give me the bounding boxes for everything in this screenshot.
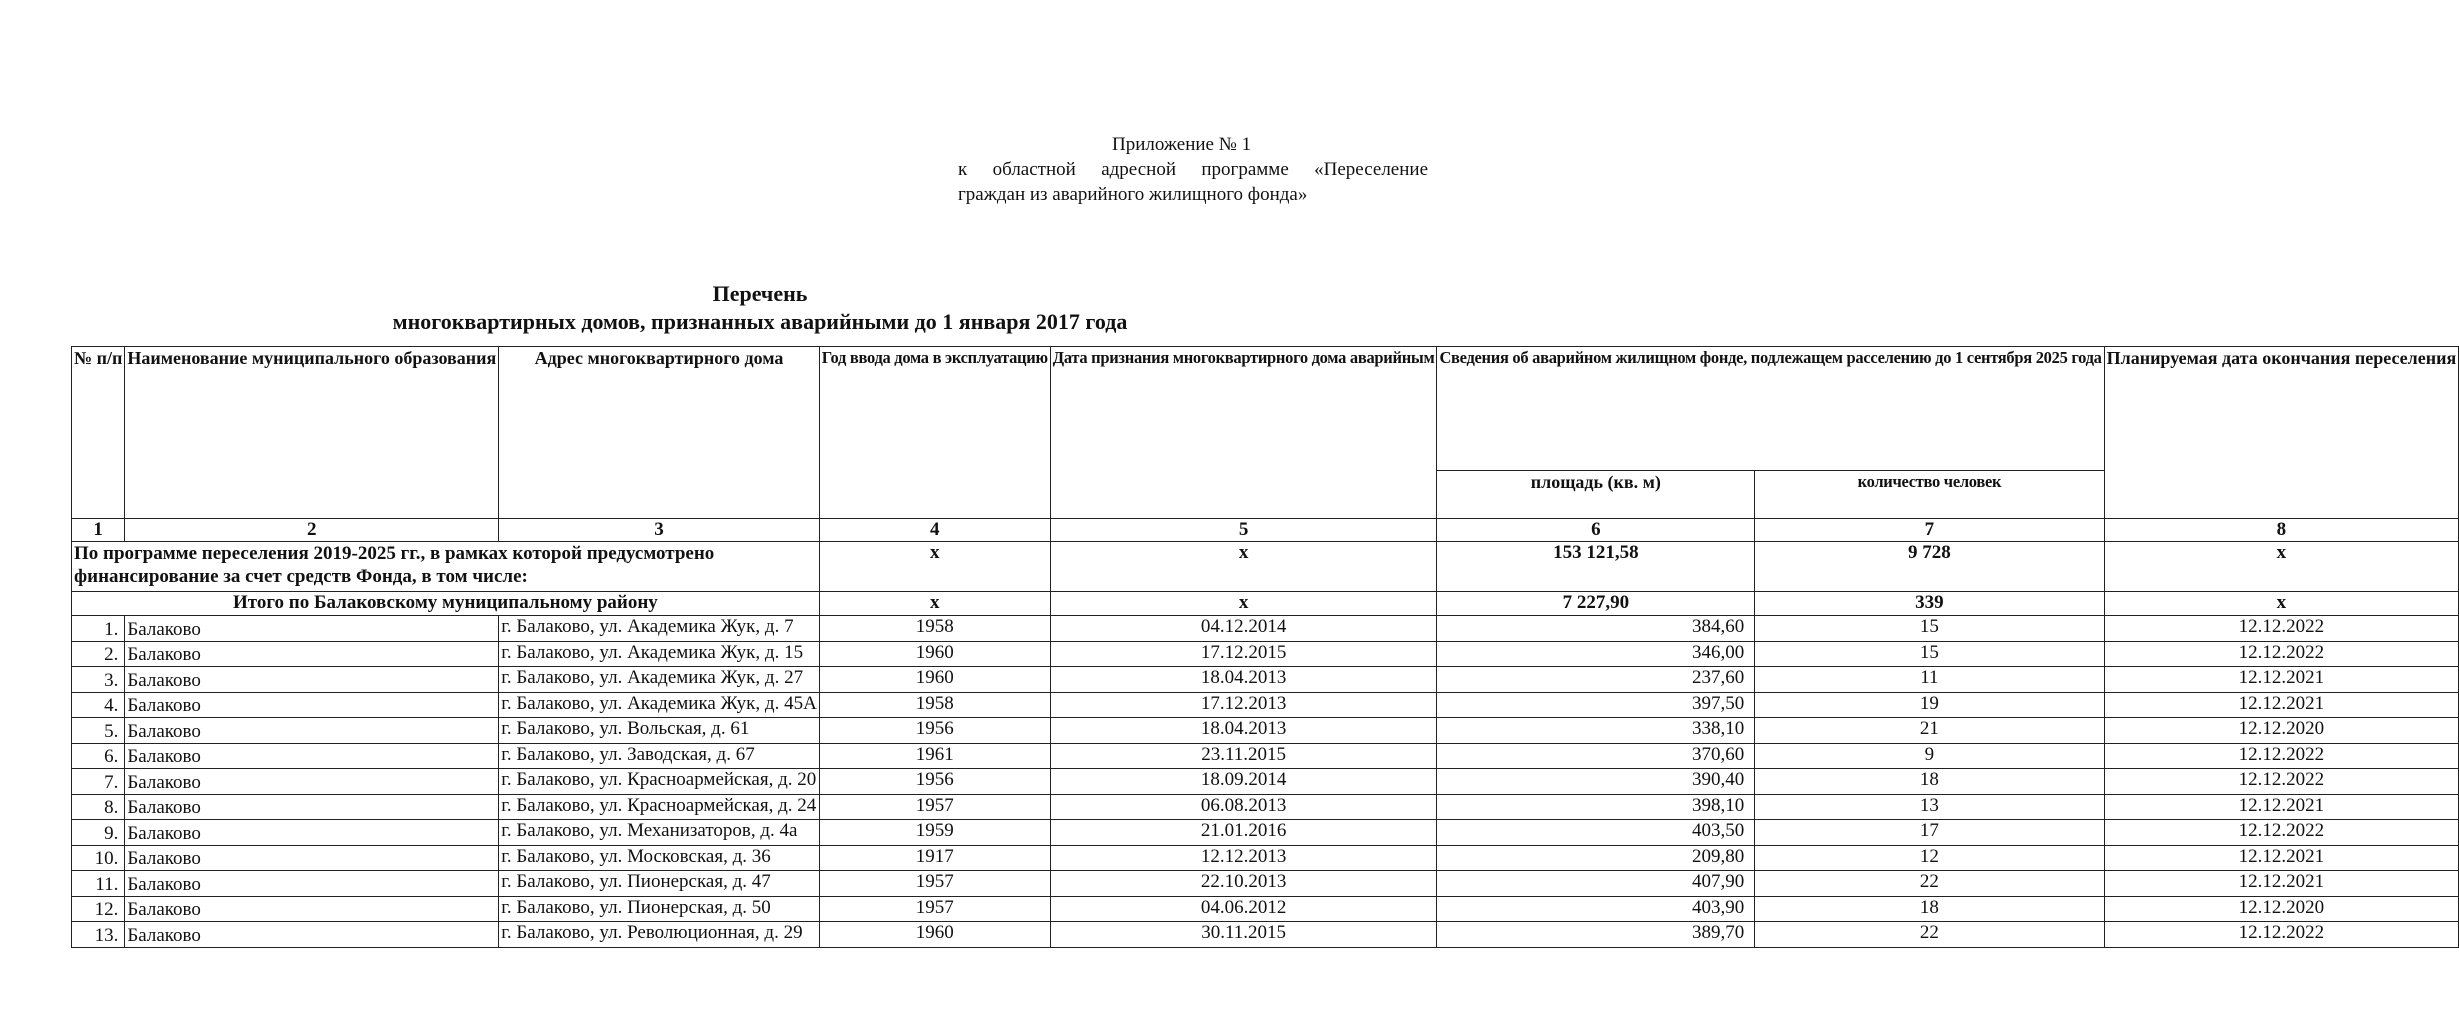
appendix-line-2: к областной адресной программе «Переселение bbox=[958, 159, 1428, 180]
row-year: 1958 bbox=[819, 692, 1050, 718]
header-planned-date: Планируемая дата окончания переселения bbox=[2104, 347, 2459, 519]
header-row bbox=[72, 347, 2459, 471]
row-municipality: Балаково bbox=[125, 743, 499, 769]
row-people: 13 bbox=[1755, 794, 2104, 820]
row-area: 384,60 bbox=[1437, 616, 1755, 642]
row-date-recognized: 06.08.2013 bbox=[1050, 794, 1437, 820]
row-address: г. Балаково, ул. Московская, д. 36 bbox=[499, 845, 820, 871]
row-year: 1957 bbox=[819, 896, 1050, 922]
row-area: 403,50 bbox=[1437, 820, 1755, 846]
row-area: 398,10 bbox=[1437, 794, 1755, 820]
row-number: 1. bbox=[72, 616, 125, 642]
row-date-recognized: 12.12.2013 bbox=[1050, 845, 1437, 871]
row-municipality: Балаково bbox=[125, 845, 499, 871]
header-year: Год ввода дома в эксплуатацию bbox=[819, 347, 1050, 519]
row-area: 338,10 bbox=[1437, 718, 1755, 744]
header-address: Адрес многоквартирного дома bbox=[499, 347, 820, 519]
row-people: 15 bbox=[1755, 616, 2104, 642]
total-year: х bbox=[819, 592, 1050, 616]
row-year: 1960 bbox=[819, 667, 1050, 693]
program-area: 153 121,58 bbox=[1437, 542, 1755, 592]
total-area: 7 227,90 bbox=[1437, 592, 1755, 616]
header-num: № п/п bbox=[72, 347, 125, 519]
row-people: 12 bbox=[1755, 845, 2104, 871]
row-date-recognized: 18.04.2013 bbox=[1050, 667, 1437, 693]
row-date-recognized: 23.11.2015 bbox=[1050, 743, 1437, 769]
row-number: 3. bbox=[72, 667, 125, 693]
row-people: 19 bbox=[1755, 692, 2104, 718]
row-address: г. Балаково, ул. Красноармейская, д. 24 bbox=[499, 794, 820, 820]
row-people: 22 bbox=[1755, 922, 2104, 948]
row-year: 1917 bbox=[819, 845, 1050, 871]
row-area: 237,60 bbox=[1437, 667, 1755, 693]
row-number: 7. bbox=[72, 769, 125, 795]
program-planned: х bbox=[2104, 542, 2459, 592]
row-date-recognized: 17.12.2015 bbox=[1050, 641, 1437, 667]
title-line-1: Перечень bbox=[712, 281, 808, 306]
row-address: г. Балаково, ул. Вольская, д. 61 bbox=[499, 718, 820, 744]
header-people: количество человек bbox=[1755, 471, 2104, 519]
table-row bbox=[72, 692, 2459, 718]
row-people: 21 bbox=[1755, 718, 2104, 744]
table-row bbox=[72, 896, 2459, 922]
row-planned-date: 12.12.2021 bbox=[2104, 845, 2459, 871]
header-date-recognized: Дата признания многоквартирного дома аварийным bbox=[1050, 347, 1437, 519]
row-date-recognized: 18.04.2013 bbox=[1050, 718, 1437, 744]
row-municipality: Балаково bbox=[125, 769, 499, 795]
table-row bbox=[72, 641, 2459, 667]
program-year: х bbox=[819, 542, 1050, 592]
row-area: 370,60 bbox=[1437, 743, 1755, 769]
col-number: 8 bbox=[2104, 519, 2459, 542]
total-row bbox=[72, 592, 2459, 616]
houses-table bbox=[71, 346, 2459, 948]
row-year: 1956 bbox=[819, 718, 1050, 744]
row-year: 1961 bbox=[819, 743, 1050, 769]
row-planned-date: 12.12.2021 bbox=[2104, 667, 2459, 693]
total-label: Итого по Балаковскому муниципальному району bbox=[72, 592, 820, 616]
header-municipality: Наименование муниципального образования bbox=[125, 347, 499, 519]
row-number: 5. bbox=[72, 718, 125, 744]
row-date-recognized: 21.01.2016 bbox=[1050, 820, 1437, 846]
table-row bbox=[72, 845, 2459, 871]
row-people: 22 bbox=[1755, 871, 2104, 897]
row-area: 407,90 bbox=[1437, 871, 1755, 897]
row-area: 389,70 bbox=[1437, 922, 1755, 948]
row-date-recognized: 30.11.2015 bbox=[1050, 922, 1437, 948]
col-number: 2 bbox=[125, 519, 499, 542]
table-row bbox=[72, 743, 2459, 769]
row-municipality: Балаково bbox=[125, 692, 499, 718]
column-numbers-row bbox=[72, 519, 2459, 542]
row-planned-date: 12.12.2021 bbox=[2104, 692, 2459, 718]
row-number: 9. bbox=[72, 820, 125, 846]
row-date-recognized: 18.09.2014 bbox=[1050, 769, 1437, 795]
row-number: 12. bbox=[72, 896, 125, 922]
row-planned-date: 12.12.2022 bbox=[2104, 616, 2459, 642]
col-number: 4 bbox=[819, 519, 1050, 542]
row-municipality: Балаково bbox=[125, 616, 499, 642]
table-row bbox=[72, 871, 2459, 897]
col-number: 1 bbox=[72, 519, 125, 542]
row-area: 403,90 bbox=[1437, 896, 1755, 922]
total-date: х bbox=[1050, 592, 1437, 616]
row-number: 2. bbox=[72, 641, 125, 667]
row-area: 397,50 bbox=[1437, 692, 1755, 718]
total-planned: х bbox=[2104, 592, 2459, 616]
row-planned-date: 12.12.2022 bbox=[2104, 820, 2459, 846]
row-municipality: Балаково bbox=[125, 871, 499, 897]
row-year: 1960 bbox=[819, 922, 1050, 948]
row-people: 15 bbox=[1755, 641, 2104, 667]
total-people: 339 bbox=[1755, 592, 2104, 616]
header-area: площадь (кв. м) bbox=[1437, 471, 1755, 519]
row-municipality: Балаково bbox=[125, 794, 499, 820]
row-number: 11. bbox=[72, 871, 125, 897]
row-address: г. Балаково, ул. Механизаторов, д. 4а bbox=[499, 820, 820, 846]
row-address: г. Балаково, ул. Академика Жук, д. 7 bbox=[499, 616, 820, 642]
row-date-recognized: 22.10.2013 bbox=[1050, 871, 1437, 897]
row-year: 1957 bbox=[819, 794, 1050, 820]
row-year: 1957 bbox=[819, 871, 1050, 897]
row-address: г. Балаково, ул. Революционная, д. 29 bbox=[499, 922, 820, 948]
row-planned-date: 12.12.2021 bbox=[2104, 794, 2459, 820]
table-row bbox=[72, 820, 2459, 846]
row-planned-date: 12.12.2022 bbox=[2104, 641, 2459, 667]
row-area: 390,40 bbox=[1437, 769, 1755, 795]
program-date: х bbox=[1050, 542, 1437, 592]
row-people: 17 bbox=[1755, 820, 2104, 846]
table-row bbox=[72, 718, 2459, 744]
row-planned-date: 12.12.2022 bbox=[2104, 922, 2459, 948]
program-label: По программе переселения 2019-2025 гг., в рамках которой предусмотрено финансирование за счет средств Фонда, в том числе: bbox=[72, 542, 820, 592]
row-municipality: Балаково bbox=[125, 922, 499, 948]
program-people: 9 728 bbox=[1755, 542, 2104, 592]
row-number: 13. bbox=[72, 922, 125, 948]
row-people: 9 bbox=[1755, 743, 2104, 769]
title-line-2: многоквартирных домов, признанных аварийными до 1 января 2017 года bbox=[392, 309, 1128, 334]
col-number: 6 bbox=[1437, 519, 1755, 542]
table-row bbox=[72, 794, 2459, 820]
row-year: 1958 bbox=[819, 616, 1050, 642]
row-date-recognized: 04.06.2012 bbox=[1050, 896, 1437, 922]
row-year: 1960 bbox=[819, 641, 1050, 667]
row-planned-date: 12.12.2021 bbox=[2104, 871, 2459, 897]
row-municipality: Балаково bbox=[125, 896, 499, 922]
row-people: 18 bbox=[1755, 769, 2104, 795]
document-title bbox=[0, 280, 1520, 336]
col-number: 7 bbox=[1755, 519, 2104, 542]
header-info: Сведения об аварийном жилищном фонде, подлежащем расселению до 1 сентября 2025 года bbox=[1437, 347, 2104, 471]
table-row bbox=[72, 616, 2459, 642]
table-row bbox=[72, 769, 2459, 795]
row-area: 209,80 bbox=[1437, 845, 1755, 871]
row-address: г. Балаково, ул. Пионерская, д. 50 bbox=[499, 896, 820, 922]
row-date-recognized: 04.12.2014 bbox=[1050, 616, 1437, 642]
row-people: 11 bbox=[1755, 667, 2104, 693]
row-area: 346,00 bbox=[1437, 641, 1755, 667]
row-planned-date: 12.12.2020 bbox=[2104, 896, 2459, 922]
row-municipality: Балаково bbox=[125, 641, 499, 667]
row-address: г. Балаково, ул. Академика Жук, д. 45А bbox=[499, 692, 820, 718]
row-number: 6. bbox=[72, 743, 125, 769]
col-number: 3 bbox=[499, 519, 820, 542]
row-address: г. Балаково, ул. Академика Жук, д. 15 bbox=[499, 641, 820, 667]
row-people: 18 bbox=[1755, 896, 2104, 922]
table-row bbox=[72, 922, 2459, 948]
row-municipality: Балаково bbox=[125, 667, 499, 693]
row-number: 4. bbox=[72, 692, 125, 718]
appendix-line-1: Приложение № 1 bbox=[1112, 134, 1252, 155]
row-number: 8. bbox=[72, 794, 125, 820]
row-address: г. Балаково, ул. Академика Жук, д. 27 bbox=[499, 667, 820, 693]
row-planned-date: 12.12.2020 bbox=[2104, 718, 2459, 744]
col-number: 5 bbox=[1050, 519, 1437, 542]
program-row bbox=[72, 542, 2459, 592]
row-number: 10. bbox=[72, 845, 125, 871]
row-municipality: Балаково bbox=[125, 718, 499, 744]
appendix-note bbox=[958, 132, 1428, 207]
row-date-recognized: 17.12.2013 bbox=[1050, 692, 1437, 718]
row-address: г. Балаково, ул. Красноармейская, д. 20 bbox=[499, 769, 820, 795]
table-row bbox=[72, 667, 2459, 693]
row-municipality: Балаково bbox=[125, 820, 499, 846]
row-address: г. Балаково, ул. Заводская, д. 67 bbox=[499, 743, 820, 769]
row-planned-date: 12.12.2022 bbox=[2104, 769, 2459, 795]
appendix-line-3: граждан из аварийного жилищного фонда» bbox=[958, 184, 1308, 205]
row-planned-date: 12.12.2022 bbox=[2104, 743, 2459, 769]
row-year: 1956 bbox=[819, 769, 1050, 795]
row-address: г. Балаково, ул. Пионерская, д. 47 bbox=[499, 871, 820, 897]
data-rows bbox=[72, 616, 2459, 948]
row-year: 1959 bbox=[819, 820, 1050, 846]
